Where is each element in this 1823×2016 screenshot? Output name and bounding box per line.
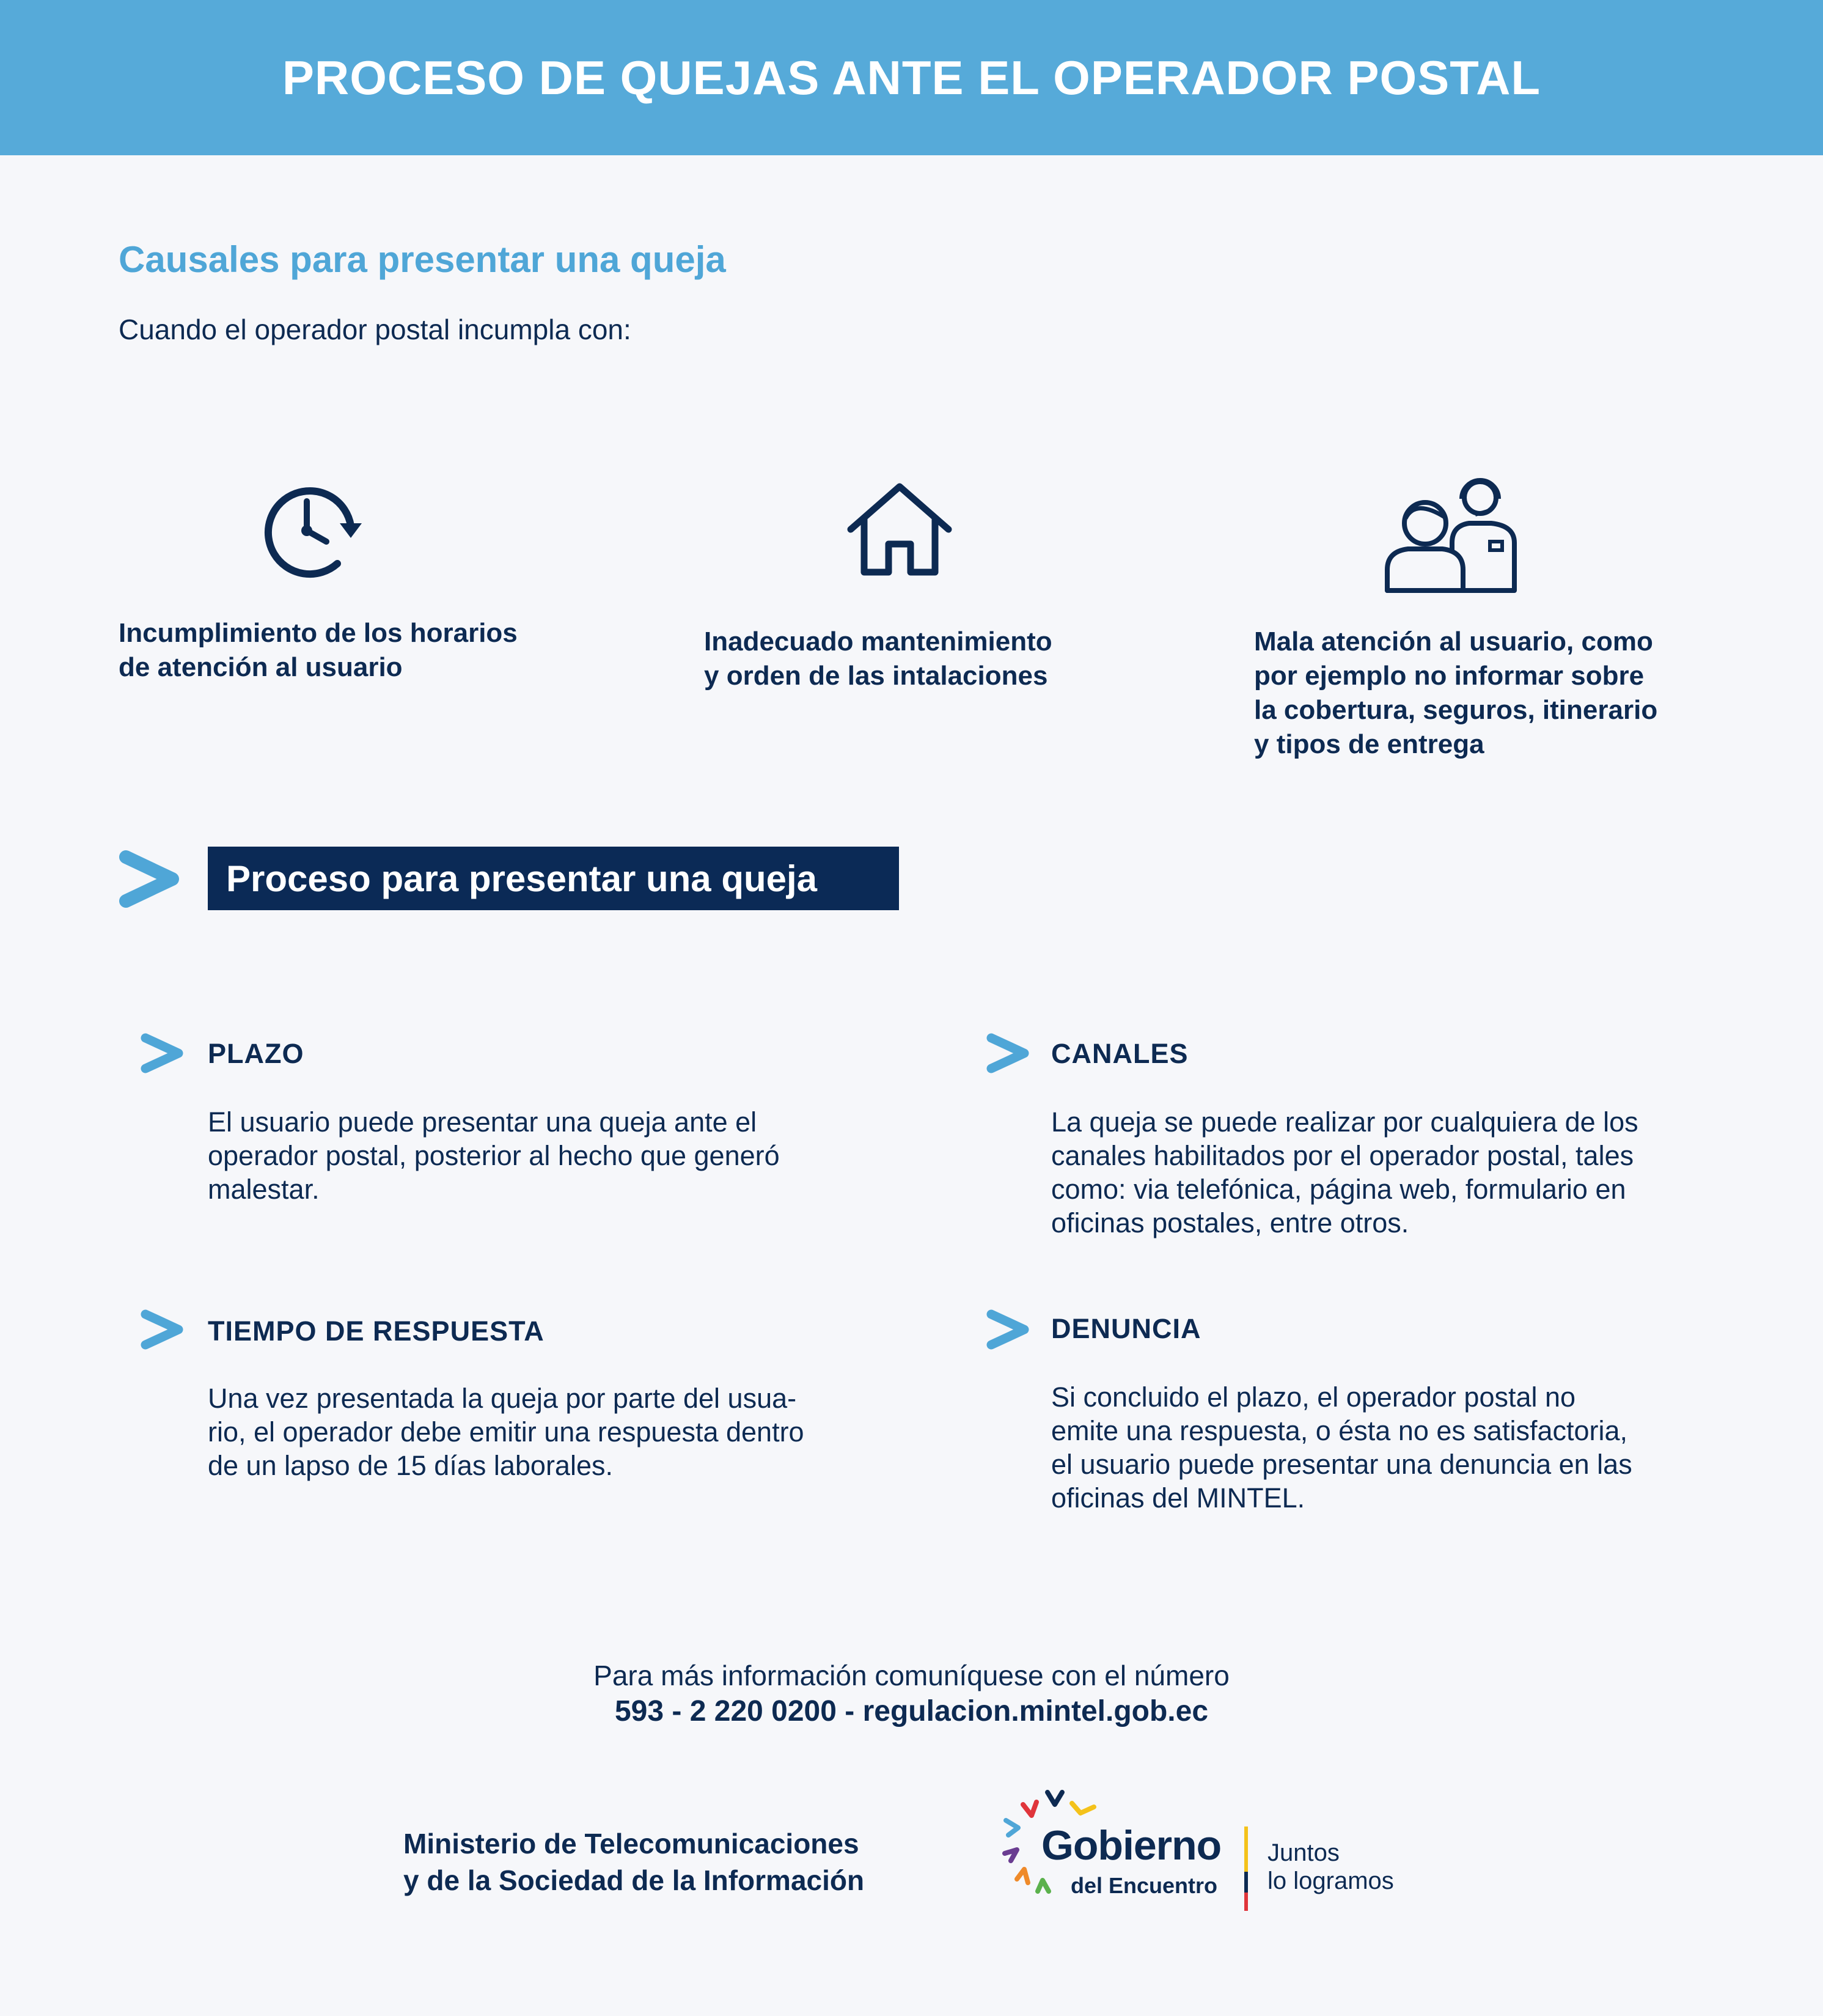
clock-icon: [259, 483, 363, 581]
canales-text-line: oficinas postales, entre otros.: [1051, 1207, 1409, 1238]
slogan-line: Juntos: [1267, 1839, 1340, 1866]
cause-schedule-line: Incumplimiento de los horarios: [119, 618, 518, 648]
process-section-title: [208, 847, 899, 910]
chevron-right-icon: [985, 1308, 1032, 1351]
canales-title: CANALES: [1051, 1038, 1189, 1069]
cause-maintenance-line: y orden de las intalaciones: [704, 661, 1048, 691]
chevron-right-icon: [985, 1032, 1032, 1075]
chevron-right-icon: [139, 1032, 186, 1075]
logo-divider: [1244, 1893, 1248, 1911]
denuncia-text-line: Si concluido el plazo, el operador postal no: [1051, 1381, 1576, 1413]
slogan: [1267, 1839, 1394, 1895]
gobierno-logo-sub: del Encuentro: [1071, 1873, 1218, 1898]
cause-attention-line: por ejemplo no informar sobre: [1254, 661, 1645, 691]
plazo-text-line: malestar.: [208, 1174, 320, 1205]
cause-schedule-line: de atención al usuario: [119, 652, 403, 682]
cause-attention: [1254, 625, 1657, 762]
plazo-text-line: operador postal, posterior al hecho que generó: [208, 1140, 780, 1171]
respuesta-text-line: Una vez presentada la queja por parte del usua-: [208, 1383, 797, 1414]
canales-text-line: La queja se puede realizar por cualquiera de los: [1051, 1106, 1638, 1138]
ministry-name: [403, 1825, 864, 1899]
plazo-text: [208, 1105, 780, 1206]
process-section-title-text: Proceso para presentar una queja: [226, 858, 818, 899]
logo-divider: [1244, 1827, 1248, 1872]
chevron-right-icon: [116, 848, 183, 910]
header-banner: [0, 0, 1823, 155]
denuncia-text-line: emite una respuesta, o ésta no es satisfactoria,: [1051, 1415, 1628, 1446]
canales-text-line: canales habilitados por el operador postal, tales: [1051, 1140, 1634, 1171]
respuesta-text-line: rio, el operador debe emitir una respuesta dentro: [208, 1416, 804, 1448]
cause-attention-line: y tipos de entrega: [1254, 729, 1484, 759]
logo-divider: [1244, 1872, 1248, 1893]
cause-attention-line: la cobertura, seguros, itinerario: [1254, 695, 1658, 725]
slogan-line: lo logramos: [1267, 1867, 1394, 1894]
denuncia-text: [1051, 1380, 1632, 1515]
contact-info: Para más información comuníquese con el número: [593, 1660, 1230, 1691]
respuesta-text-line: de un lapso de 15 días laborales.: [208, 1450, 613, 1481]
cause-attention-line: Mala atención al usuario, como: [1254, 627, 1653, 657]
cause-maintenance: [704, 625, 1052, 693]
page-title: PROCESO DE QUEJAS ANTE EL OPERADOR POSTAL: [282, 50, 1541, 105]
plazo-title: PLAZO: [208, 1038, 304, 1069]
respuesta-text: [208, 1381, 804, 1482]
customer-service-icon: [1384, 474, 1518, 593]
denuncia-text-line: oficinas del MINTEL.: [1051, 1482, 1305, 1514]
cause-schedule: [119, 616, 518, 685]
causes-section-title: Causales para presentar una queja: [119, 239, 726, 280]
chevron-right-icon: [139, 1308, 186, 1351]
denuncia-text-line: el usuario puede presentar una denuncia en las: [1051, 1449, 1632, 1480]
contact-phone-web[interactable]: 593 - 2 220 0200 - regulacion.mintel.gob.ec: [614, 1695, 1209, 1727]
plazo-text-line: El usuario puede presentar una queja ante el: [208, 1106, 757, 1138]
gobierno-logo-word: Gobierno: [1041, 1822, 1222, 1869]
denuncia-title: DENUNCIA: [1051, 1313, 1201, 1344]
house-icon: [846, 480, 953, 578]
canales-text: [1051, 1105, 1638, 1240]
respuesta-title: TIEMPO DE RESPUESTA: [208, 1315, 545, 1347]
cause-maintenance-line: Inadecuado mantenimiento: [704, 627, 1052, 657]
causes-intro: Cuando el operador postal incumpla con:: [119, 314, 631, 345]
ministry-line: y de la Sociedad de la Información: [403, 1864, 865, 1896]
ministry-line: Ministerio de Telecomunicaciones: [403, 1828, 859, 1860]
canales-text-line: como: via telefónica, página web, formulario en: [1051, 1174, 1626, 1205]
